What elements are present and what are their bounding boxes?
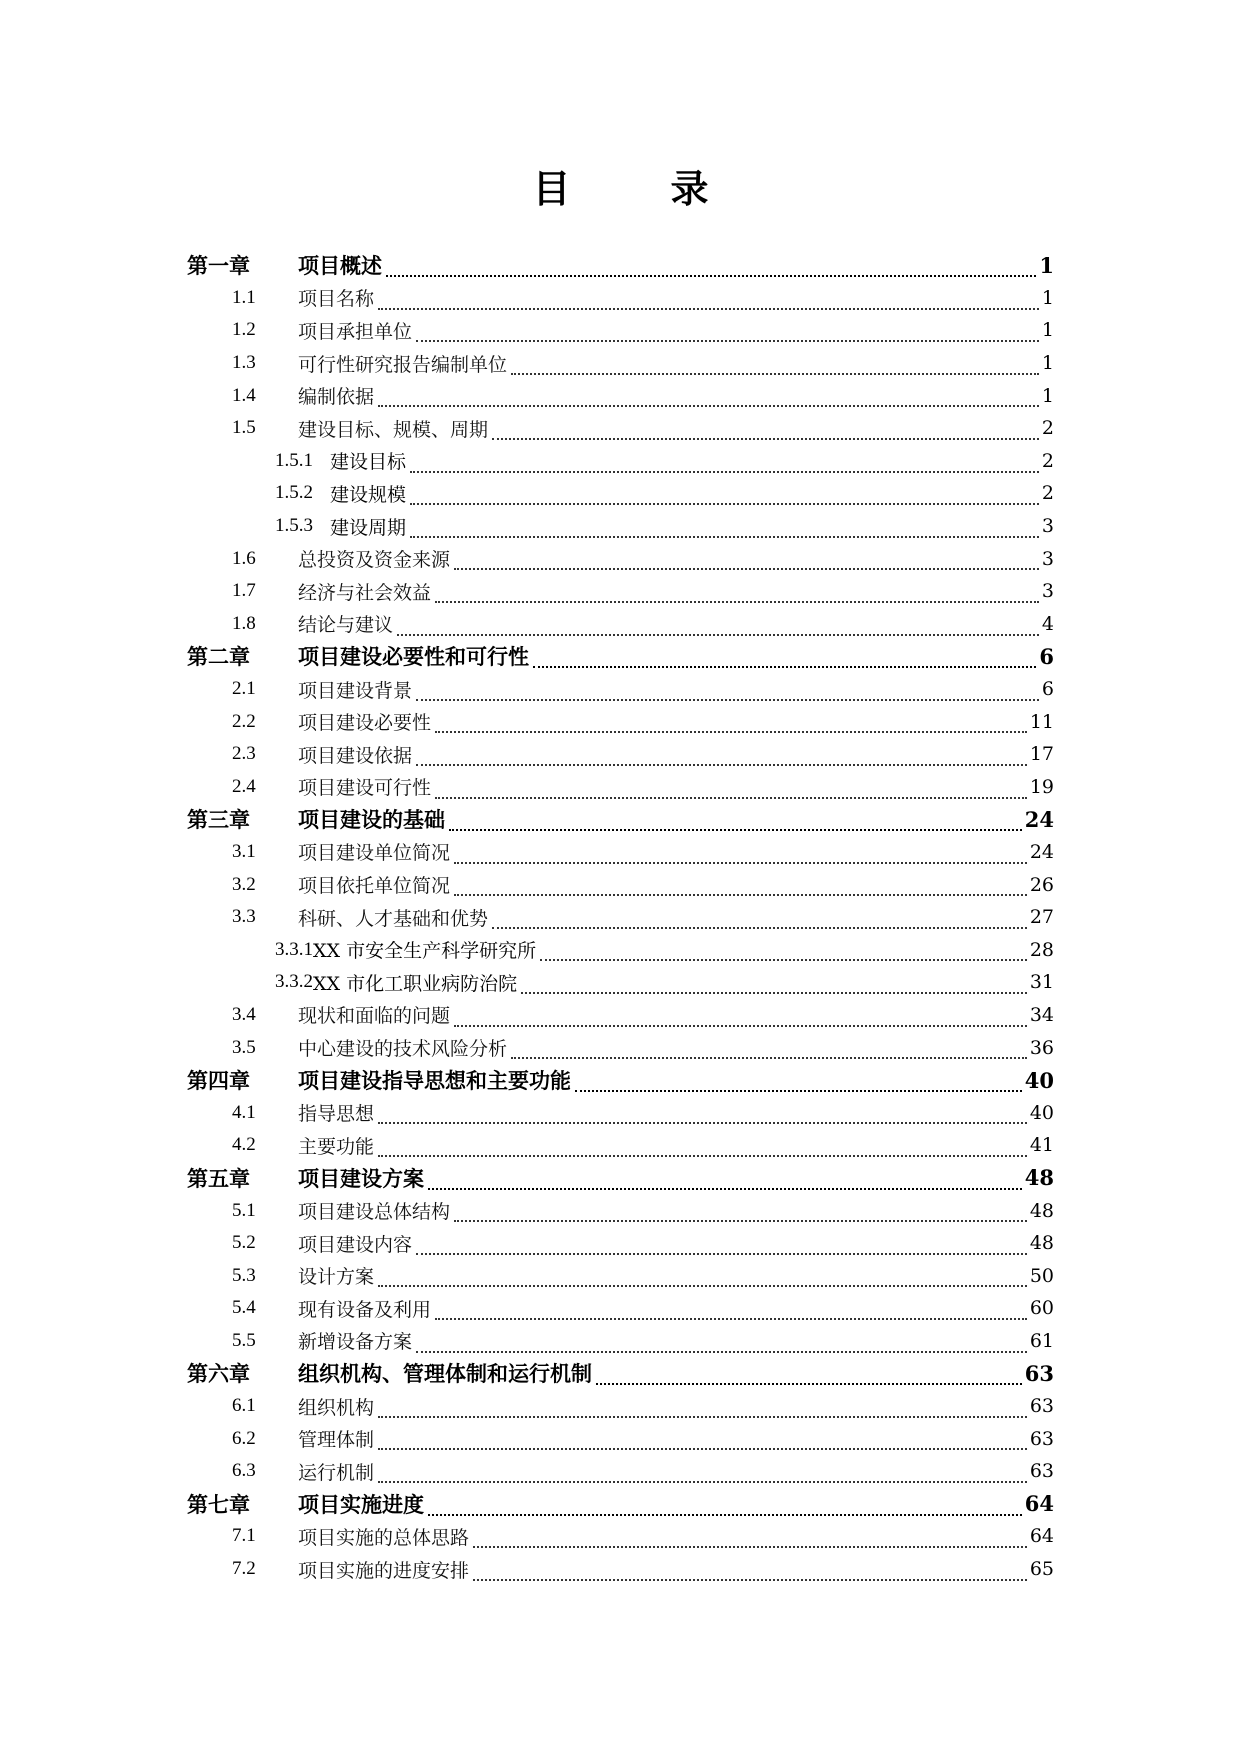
toc-entry-section[interactable] <box>0 1553 1241 1586</box>
toc-page-number: 11 <box>1029 710 1054 733</box>
toc-page-number: 63 <box>1029 1460 1054 1483</box>
toc-page-number: 36 <box>1029 1036 1054 1059</box>
toc-entry-title: 项目建设单位简况 <box>298 842 451 865</box>
toc-dot-leader <box>410 451 1039 473</box>
table-of-contents <box>0 249 1241 1585</box>
toc-dot-leader <box>397 614 1039 636</box>
toc-dot-leader <box>575 1070 1022 1092</box>
toc-entry-number: 3.3.1 <box>275 938 313 960</box>
toc-dot-leader <box>454 1200 1027 1222</box>
toc-entry-chapter[interactable] <box>0 640 1241 673</box>
toc-page-number: 40 <box>1029 1101 1054 1124</box>
toc-entry-section[interactable] <box>0 314 1241 347</box>
toc-page-number: 4 <box>1041 612 1054 635</box>
toc-entry-chapter[interactable] <box>0 249 1241 282</box>
toc-page-number: 64 <box>1029 1525 1054 1548</box>
toc-entry-number: 2.4 <box>232 775 256 797</box>
toc-entry-section[interactable] <box>0 1096 1241 1129</box>
toc-page-number: 60 <box>1029 1297 1054 1320</box>
toc-entry-section[interactable] <box>0 1455 1241 1488</box>
toc-dot-leader <box>521 972 1027 994</box>
toc-entry-section[interactable] <box>0 738 1241 771</box>
toc-page-number: 48 <box>1024 1165 1054 1191</box>
toc-dot-leader <box>378 1135 1027 1157</box>
toc-entry-number: 5.5 <box>232 1329 256 1351</box>
toc-entry-number: 第一章 <box>187 254 250 279</box>
toc-entry-section[interactable] <box>0 412 1241 445</box>
toc-entry-title: 项目建设必要性和可行性 <box>298 645 529 670</box>
toc-entry-number: 1.3 <box>232 352 256 374</box>
toc-dot-leader <box>416 1331 1027 1353</box>
toc-entry-section[interactable] <box>0 673 1241 706</box>
toc-entry-title: 科研、人才基础和优势 <box>298 907 489 930</box>
toc-entry-number: 第五章 <box>187 1166 250 1191</box>
toc-page-number: 2 <box>1041 449 1054 472</box>
toc-entry-section[interactable] <box>0 836 1241 869</box>
toc-page-number: 41 <box>1029 1134 1054 1157</box>
toc-entry-section[interactable] <box>0 1227 1241 1260</box>
toc-entry-title: 项目承担单位 <box>298 320 413 343</box>
toc-dot-leader <box>378 1428 1027 1450</box>
toc-entry-number: 5.1 <box>232 1199 256 1221</box>
toc-entry-section[interactable] <box>0 868 1241 901</box>
toc-entry-title: 可行性研究报告编制单位 <box>298 353 508 376</box>
toc-dot-leader <box>416 320 1039 342</box>
toc-entry-title: 项目建设内容 <box>298 1233 413 1256</box>
toc-entry-sub[interactable] <box>0 510 1241 543</box>
toc-page-number: 3 <box>1041 547 1054 570</box>
toc-entry-number: 1.5.1 <box>275 449 313 471</box>
toc-dot-leader <box>378 288 1039 310</box>
toc-entry-sub[interactable] <box>0 445 1241 478</box>
toc-page-number: 6 <box>1039 643 1054 669</box>
toc-dot-leader <box>454 548 1039 570</box>
toc-entry-section[interactable] <box>0 1129 1241 1162</box>
toc-entry-title: 项目建设依据 <box>298 744 413 767</box>
toc-dot-leader <box>386 255 1036 277</box>
toc-entry-section[interactable] <box>0 1325 1241 1358</box>
toc-page-number: 64 <box>1024 1491 1054 1517</box>
toc-entry-title: 项目建设方案 <box>298 1166 424 1191</box>
toc-page-number: 63 <box>1024 1360 1054 1386</box>
toc-page-number: 1 <box>1041 319 1054 342</box>
toc-entry-section[interactable] <box>0 575 1241 608</box>
toc-page-number: 34 <box>1029 1003 1054 1026</box>
toc-entry-title: 经济与社会效益 <box>298 581 432 604</box>
toc-dot-leader <box>533 646 1036 668</box>
toc-entry-title: 建设周期 <box>330 516 407 539</box>
toc-dot-leader <box>511 1037 1027 1059</box>
toc-dot-leader <box>378 1265 1027 1287</box>
toc-entry-title: 项目实施进度 <box>298 1492 424 1517</box>
toc-page-number: 28 <box>1029 938 1054 961</box>
toc-entry-section[interactable] <box>0 1194 1241 1227</box>
toc-dot-leader <box>492 907 1027 929</box>
toc-entry-sub[interactable] <box>0 966 1241 999</box>
toc-dot-leader <box>449 809 1022 831</box>
toc-entry-number: 3.4 <box>232 1003 256 1025</box>
toc-dot-leader <box>473 1526 1027 1548</box>
toc-entry-number: 3.3 <box>232 906 256 928</box>
toc-entry-number: 4.1 <box>232 1101 256 1123</box>
title-char-1: 目 <box>532 167 571 211</box>
toc-entry-title: 建设目标 <box>330 451 407 474</box>
toc-entry-number: 6.3 <box>232 1460 256 1482</box>
toc-entry-chapter[interactable] <box>0 1064 1241 1097</box>
toc-entry-title: 组织机构 <box>298 1396 375 1419</box>
toc-entry-section[interactable] <box>0 608 1241 641</box>
toc-entry-title: XX 市化工职业病防治院 <box>313 972 518 995</box>
toc-entry-number: 1.4 <box>232 384 256 406</box>
toc-entry-title: 指导思想 <box>298 1103 375 1126</box>
toc-entry-title: 项目依托单位简况 <box>298 875 451 898</box>
toc-page-number: 2 <box>1041 417 1054 440</box>
toc-entry-title: 主要功能 <box>298 1135 375 1158</box>
toc-entry-section[interactable] <box>0 1031 1241 1064</box>
toc-entry-title: 项目建设必要性 <box>298 712 432 735</box>
toc-page-number: 24 <box>1024 806 1054 832</box>
toc-entry-title: 新增设备方案 <box>298 1331 413 1354</box>
toc-entry-section[interactable] <box>0 1520 1241 1553</box>
toc-entry-number: 5.3 <box>232 1264 256 1286</box>
toc-entry-section[interactable] <box>0 347 1241 380</box>
toc-dot-leader <box>416 679 1039 701</box>
page-title <box>0 158 1241 213</box>
toc-entry-number: 1.7 <box>232 580 256 602</box>
toc-entry-title: 项目建设的基础 <box>298 808 445 833</box>
toc-page-number: 1 <box>1041 384 1054 407</box>
toc-entry-number: 3.5 <box>232 1036 256 1058</box>
toc-dot-leader <box>378 1102 1027 1124</box>
toc-dot-leader <box>435 581 1039 603</box>
toc-page-number: 17 <box>1029 743 1054 766</box>
toc-entry-sub[interactable] <box>0 477 1241 510</box>
toc-entry-number: 2.1 <box>232 678 256 700</box>
toc-page-number: 63 <box>1029 1395 1054 1418</box>
toc-page-number: 3 <box>1041 580 1054 603</box>
title-char-2: 录 <box>670 167 709 211</box>
toc-entry-section[interactable] <box>0 1292 1241 1325</box>
toc-entry-title: 设计方案 <box>298 1266 375 1289</box>
toc-entry-title: 项目建设指导思想和主要功能 <box>298 1069 571 1094</box>
toc-entry-section[interactable] <box>0 1259 1241 1292</box>
toc-page-number: 48 <box>1029 1232 1054 1255</box>
toc-entry-title: 项目概述 <box>298 254 382 279</box>
toc-entry-number: 第四章 <box>187 1069 250 1094</box>
toc-dot-leader <box>435 711 1027 733</box>
toc-entry-chapter[interactable] <box>0 803 1241 836</box>
toc-entry-number: 3.3.2 <box>275 971 313 993</box>
toc-entry-number: 第七章 <box>187 1492 250 1517</box>
toc-entry-number: 2.2 <box>232 710 256 732</box>
toc-entry-number: 4.2 <box>232 1134 256 1156</box>
toc-dot-leader <box>454 874 1027 896</box>
toc-page-number: 61 <box>1029 1329 1054 1352</box>
toc-entry-section[interactable] <box>0 379 1241 412</box>
toc-page-number: 3 <box>1041 515 1054 538</box>
toc-page-number: 50 <box>1029 1264 1054 1287</box>
toc-dot-leader <box>435 1298 1027 1320</box>
toc-entry-section[interactable] <box>0 542 1241 575</box>
toc-dot-leader <box>410 516 1039 538</box>
toc-entry-number: 1.5.3 <box>275 515 313 537</box>
toc-entry-title: 组织机构、管理体制和运行机制 <box>298 1362 592 1387</box>
toc-page-number: 63 <box>1029 1427 1054 1450</box>
toc-page-number: 65 <box>1029 1558 1054 1581</box>
toc-entry-number: 1.6 <box>232 547 256 569</box>
toc-dot-leader <box>454 842 1027 864</box>
toc-page-number: 1 <box>1039 252 1054 278</box>
toc-entry-section[interactable] <box>0 901 1241 934</box>
toc-page-number: 1 <box>1041 286 1054 309</box>
toc-entry-number: 1.1 <box>232 286 256 308</box>
toc-dot-leader <box>428 1494 1022 1516</box>
toc-dot-leader <box>378 385 1039 407</box>
toc-entry-section[interactable] <box>0 1422 1241 1455</box>
toc-entry-title: 现状和面临的问题 <box>298 1005 451 1028</box>
toc-page-number: 1 <box>1041 352 1054 375</box>
toc-entry-number: 7.2 <box>232 1558 256 1580</box>
toc-entry-sub[interactable] <box>0 933 1241 966</box>
toc-entry-title: 项目实施的进度安排 <box>298 1559 470 1582</box>
toc-entry-title: 管理体制 <box>298 1429 375 1452</box>
toc-entry-title: 结论与建议 <box>298 614 394 637</box>
toc-page-number: 40 <box>1024 1067 1054 1093</box>
toc-entry-number: 第六章 <box>187 1362 250 1387</box>
toc-page-number: 31 <box>1029 971 1054 994</box>
toc-dot-leader <box>410 483 1039 505</box>
toc-entry-title: 运行机制 <box>298 1461 375 1484</box>
toc-dot-leader <box>492 418 1039 440</box>
toc-entry-number: 5.2 <box>232 1232 256 1254</box>
toc-dot-leader <box>378 1396 1027 1418</box>
toc-entry-title: 现有设备及利用 <box>298 1298 432 1321</box>
toc-dot-leader <box>378 1461 1027 1483</box>
toc-entry-number: 1.5 <box>232 417 256 439</box>
toc-entry-title: 项目名称 <box>298 288 375 311</box>
toc-dot-leader <box>416 744 1027 766</box>
toc-entry-title: 建设规模 <box>330 483 407 506</box>
toc-entry-number: 2.3 <box>232 743 256 765</box>
toc-page-number: 19 <box>1029 775 1054 798</box>
toc-entry-section[interactable] <box>0 771 1241 804</box>
toc-dot-leader <box>435 777 1027 799</box>
toc-dot-leader <box>454 1005 1027 1027</box>
toc-entry-number: 3.1 <box>232 840 256 862</box>
toc-entry-section[interactable] <box>0 1390 1241 1423</box>
toc-entry-title: 总投资及资金来源 <box>298 549 451 572</box>
toc-entry-number: 7.1 <box>232 1525 256 1547</box>
toc-entry-title: 建设目标、规模、周期 <box>298 418 489 441</box>
toc-entry-title: 项目实施的总体思路 <box>298 1526 470 1549</box>
toc-dot-leader <box>511 353 1039 375</box>
toc-entry-title: 项目建设背景 <box>298 679 413 702</box>
toc-entry-number: 1.2 <box>232 319 256 341</box>
toc-entry-number: 6.1 <box>232 1395 256 1417</box>
toc-entry-number: 第二章 <box>187 645 250 670</box>
toc-page-number: 6 <box>1041 678 1054 701</box>
toc-entry-section[interactable] <box>0 705 1241 738</box>
toc-entry-section[interactable] <box>0 282 1241 315</box>
toc-entry-number: 1.5.2 <box>275 482 313 504</box>
toc-entry-number: 1.8 <box>232 612 256 634</box>
toc-entry-chapter[interactable] <box>0 1357 1241 1390</box>
toc-entry-number: 5.4 <box>232 1297 256 1319</box>
toc-entry-title: 项目建设总体结构 <box>298 1201 451 1224</box>
toc-page-number: 27 <box>1029 906 1054 929</box>
toc-dot-leader <box>596 1363 1022 1385</box>
toc-entry-section[interactable] <box>0 999 1241 1032</box>
toc-entry-title: XX 市安全生产科学研究所 <box>313 940 537 963</box>
toc-page-number: 2 <box>1041 482 1054 505</box>
toc-entry-number: 3.2 <box>232 873 256 895</box>
toc-entry-number: 第三章 <box>187 808 250 833</box>
toc-entry-title: 编制依据 <box>298 386 375 409</box>
toc-page-number: 26 <box>1029 873 1054 896</box>
toc-page-number: 24 <box>1029 840 1054 863</box>
toc-page-number: 48 <box>1029 1199 1054 1222</box>
toc-dot-leader <box>540 939 1027 961</box>
toc-dot-leader <box>428 1168 1022 1190</box>
toc-dot-leader <box>473 1559 1027 1581</box>
toc-entry-title: 项目建设可行性 <box>298 777 432 800</box>
toc-entry-number: 6.2 <box>232 1427 256 1449</box>
toc-entry-chapter[interactable] <box>0 1162 1241 1195</box>
toc-entry-chapter[interactable] <box>0 1488 1241 1521</box>
toc-dot-leader <box>416 1233 1027 1255</box>
toc-entry-title: 中心建设的技术风险分析 <box>298 1038 508 1061</box>
